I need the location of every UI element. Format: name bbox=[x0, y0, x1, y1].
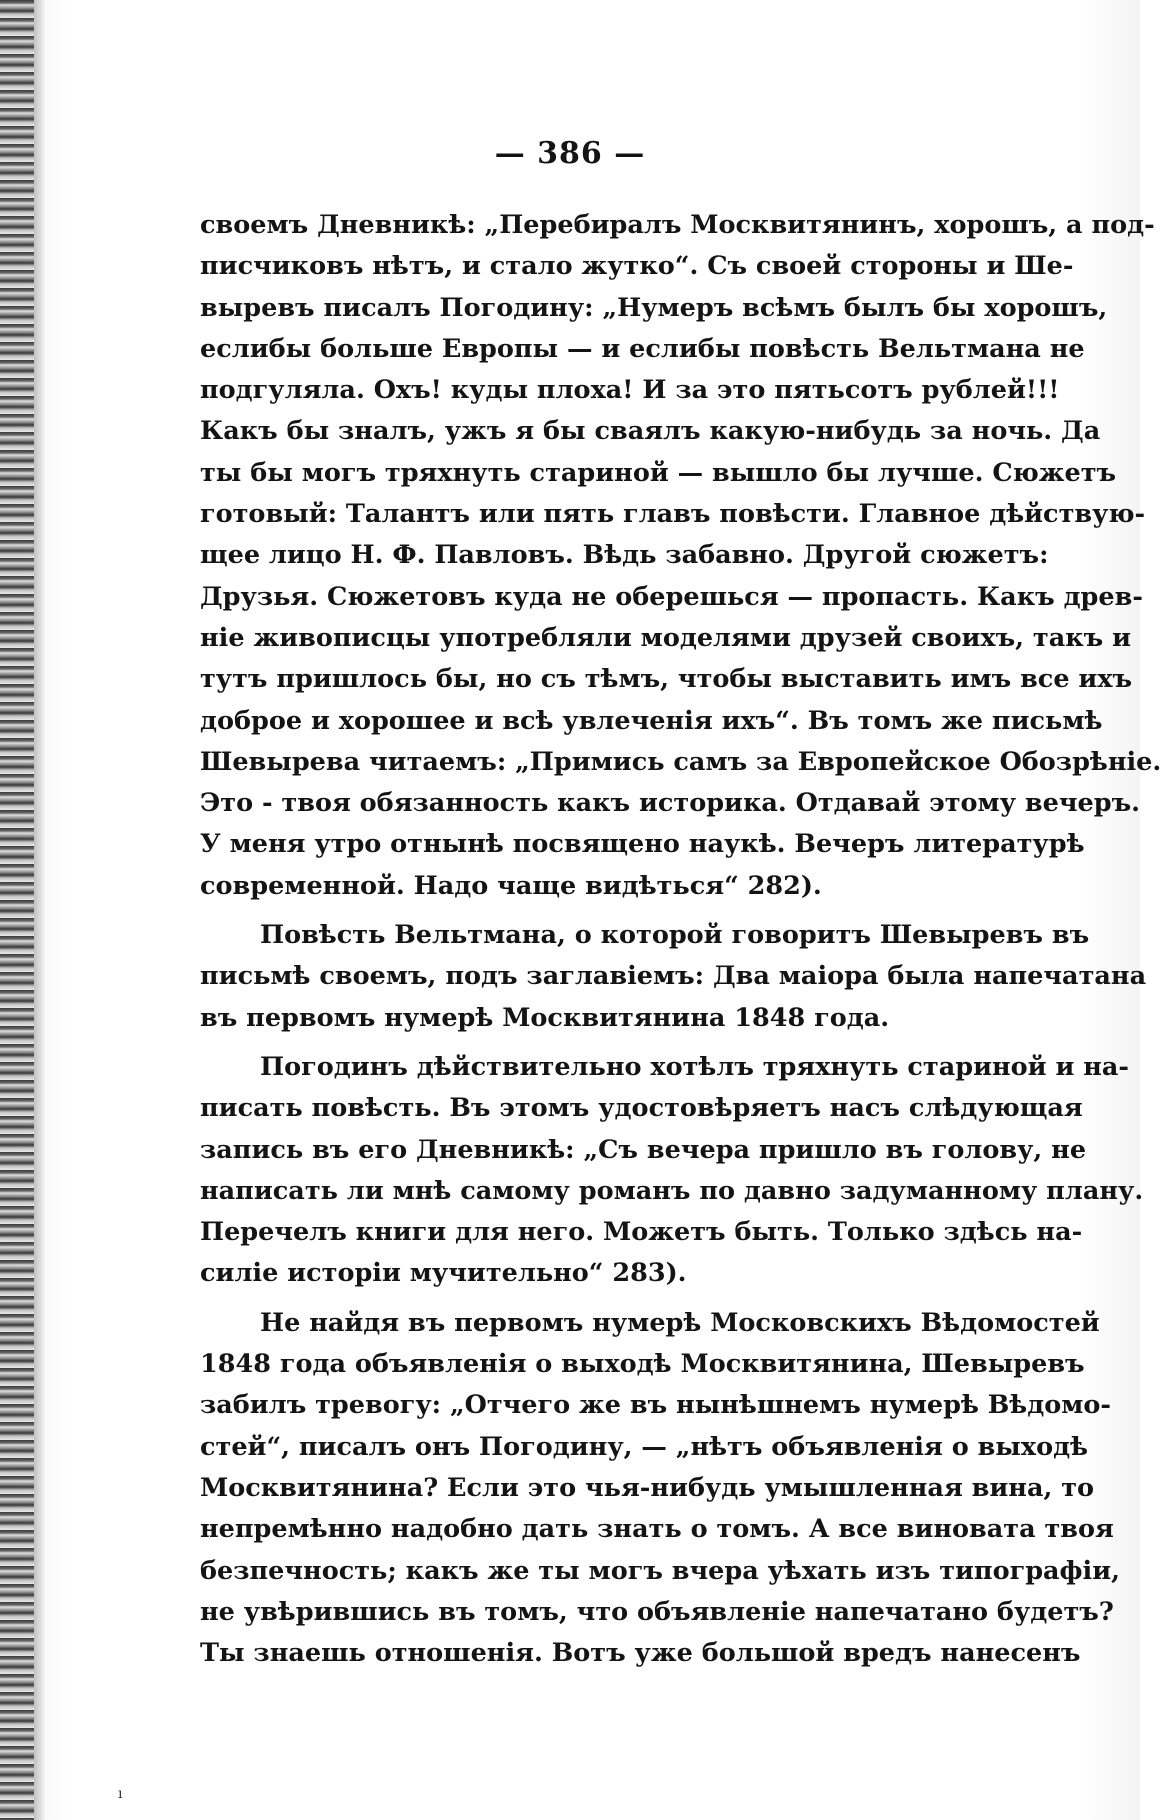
text-line: выревъ писалъ Погодину: „Нумеръ всѣмъ былъ бы хорошъ, bbox=[200, 292, 1108, 323]
text-line: тутъ пришлось бы, но съ тѣмъ, чтобы выставить имъ все ихъ bbox=[200, 664, 1133, 695]
text-line: подгуляла. Охъ! куды плоха! И за это пятьсотъ рублей!!! bbox=[200, 375, 1060, 406]
text-line: готовый: Талантъ или пять главъ повѣсти. Главное дѣйствую- bbox=[200, 499, 1146, 530]
text-line: Перечелъ книги для него. Можетъ быть. Только здѣсь на- bbox=[200, 1217, 1083, 1248]
text-line: безпечность; какъ же ты могъ вчера уѣхать изъ типографіи, bbox=[200, 1555, 1121, 1586]
text-line: еслибы больше Европы — и еслибы повѣсть Вельтмана не bbox=[200, 333, 1085, 364]
page-number: — 386 — bbox=[494, 136, 646, 171]
text-line: написать ли мнѣ самому романъ по давно задуманному плану. bbox=[200, 1175, 1144, 1206]
text-line: Какъ бы зналъ, ужъ я бы сваялъ какую-нибудь за ночь. Да bbox=[200, 416, 1101, 447]
text-line: непремѣнно надобно дать знать о томъ. А все виновата твоя bbox=[200, 1514, 1114, 1545]
text-line: Друзья. Сюжетовъ куда не оберешься — пропасть. Какъ древ- bbox=[200, 581, 1143, 612]
text-line: въ первомъ нумерѣ Москвитянина 1848 года. bbox=[200, 1002, 890, 1033]
text-line: Шевырева читаемъ: „Примись самъ за Европейское Обозрѣніе. bbox=[200, 746, 1161, 777]
text-line: Это - твоя обязанность какъ историка. Отдавай этому вечеръ. bbox=[200, 788, 1141, 819]
text-line: ты бы могъ тряхнуть стариной — вышло бы лучше. Сюжетъ bbox=[200, 457, 1117, 488]
text-line: современной. Надо чаще видѣться“ 282). bbox=[200, 870, 822, 901]
text-line: Ты знаешь отношенія. Вотъ уже большой вредъ нанесенъ bbox=[200, 1638, 1081, 1669]
text-line: писать повѣсть. Въ этомъ удостовѣряетъ насъ слѣдующая bbox=[200, 1093, 1083, 1124]
text-line: писчиковъ нѣтъ, и стало жутко“. Съ своей стороны и Ше- bbox=[200, 251, 1074, 282]
text-line: Москвитянина? Если это чья-нибудь умышленная вина, то bbox=[200, 1472, 1095, 1503]
text-line: Не найдя въ первомъ нумерѣ Московскихъ Вѣдомостей bbox=[260, 1307, 1100, 1338]
text-line: не увѣрившись въ томъ, что объявленіе напечатано будетъ? bbox=[200, 1596, 1114, 1627]
text-line: письмѣ своемъ, подъ заглавіемъ: Два маіора была напечатана bbox=[200, 961, 1147, 992]
binding-edge bbox=[0, 0, 34, 1820]
text-line: забилъ тревогу: „Отчего же въ нынѣшнемъ нумерѣ Вѣдомо- bbox=[200, 1390, 1111, 1421]
text-line: силіе исторіи мучительно“ 283). bbox=[200, 1258, 687, 1289]
text-line: стей“, писалъ онъ Погодину, — „нѣтъ объявленія о выходѣ bbox=[200, 1431, 1089, 1462]
text-line: 1848 года объявленія о выходѣ Москвитянина, Шевыревъ bbox=[200, 1349, 1085, 1380]
text-line: своемъ Дневникѣ: „Перебиралъ Москвитянинъ, хорошъ, а под- bbox=[200, 210, 1155, 240]
text-line: ніе живописцы употребляли моделями друзей своихъ, такъ и bbox=[200, 622, 1132, 653]
body-text bbox=[200, 205, 1161, 1674]
text-line: У меня утро отнынѣ посвящено наукѣ. Вечеръ литературѣ bbox=[200, 829, 1085, 860]
page-mark: ı bbox=[118, 1786, 123, 1802]
text-line: Погодинъ дѣйствительно хотѣлъ тряхнуть стариной и на- bbox=[260, 1051, 1130, 1082]
text-line: доброе и хорошее и всѣ увлеченія ихъ“. Въ томъ же письмѣ bbox=[200, 705, 1103, 736]
text-line: запись въ его Дневникѣ: „Съ вечера пришло въ голову, не bbox=[200, 1134, 1087, 1165]
text-line: щее лицо Н. Ф. Павловъ. Вѣдь забавно. Другой сюжетъ: bbox=[200, 540, 1049, 571]
text-line: Повѣсть Вельтмана, о которой говоритъ Шевыревъ въ bbox=[260, 920, 1090, 951]
